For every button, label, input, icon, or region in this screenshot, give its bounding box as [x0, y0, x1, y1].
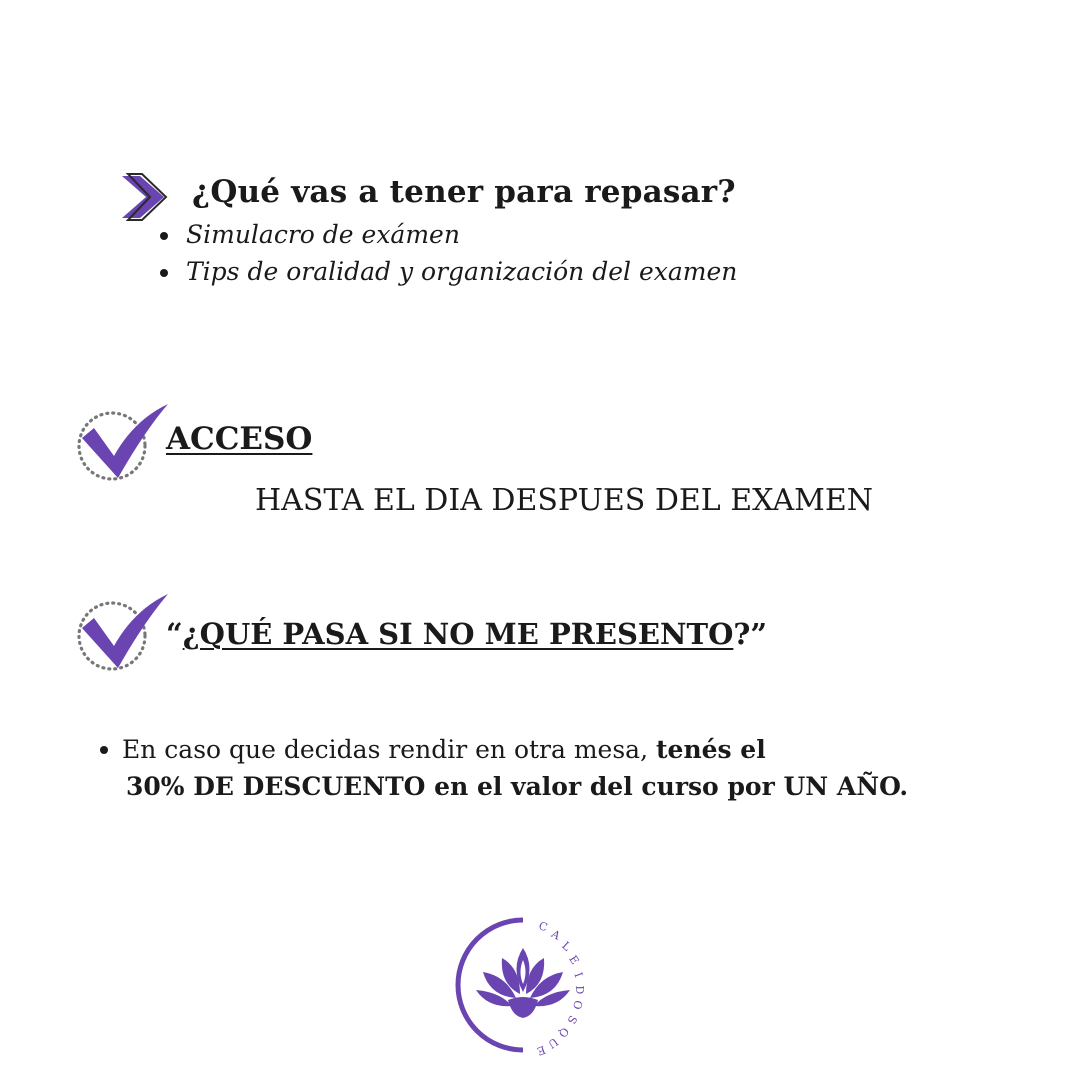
discount-text [100, 731, 908, 805]
svg-text:I: I [571, 970, 586, 980]
svg-text:Q: Q [555, 1024, 572, 1041]
svg-text:E: E [535, 1042, 548, 1058]
svg-text:L: L [559, 939, 574, 954]
close-quote: ?” [733, 617, 768, 651]
svg-text:S: S [564, 1013, 580, 1027]
absence-title [166, 617, 767, 651]
discount-line-1 [100, 731, 908, 768]
list-item: Tips de oralidad y organización del examen [160, 253, 737, 290]
access-title: ACCESO [166, 421, 313, 457]
svg-text:E: E [566, 953, 582, 968]
discount-line-2: 30% DE DESCUENTO en el valor del curso por UN AÑO. [126, 772, 909, 801]
lotus-logo-icon [450, 910, 610, 1060]
absence-question: ¿QUÉ PASA SI NO ME PRESENTO [182, 617, 734, 651]
open-quote: “ [166, 617, 183, 651]
svg-text:D: D [572, 985, 587, 995]
check-badge-icon [72, 588, 172, 678]
list-item: Simulacro de exámen [160, 216, 737, 253]
svg-text:U: U [545, 1034, 561, 1051]
discount-regular: En caso que decidas rendir en otra mesa, [122, 735, 656, 764]
review-section-title: ¿Qué vas a tener para repasar? [192, 174, 736, 210]
bullet-dot [100, 746, 108, 754]
discount-bold-1: tenés el [655, 735, 766, 764]
svg-text:C: C [537, 919, 550, 935]
access-detail: HASTA EL DIA DESPUES DEL EXAMEN [255, 483, 873, 518]
check-badge-icon [72, 398, 172, 488]
chevron-arrow-icon [118, 172, 168, 222]
svg-text:O: O [569, 998, 585, 1011]
review-list [160, 216, 737, 290]
svg-text:A: A [549, 927, 563, 943]
